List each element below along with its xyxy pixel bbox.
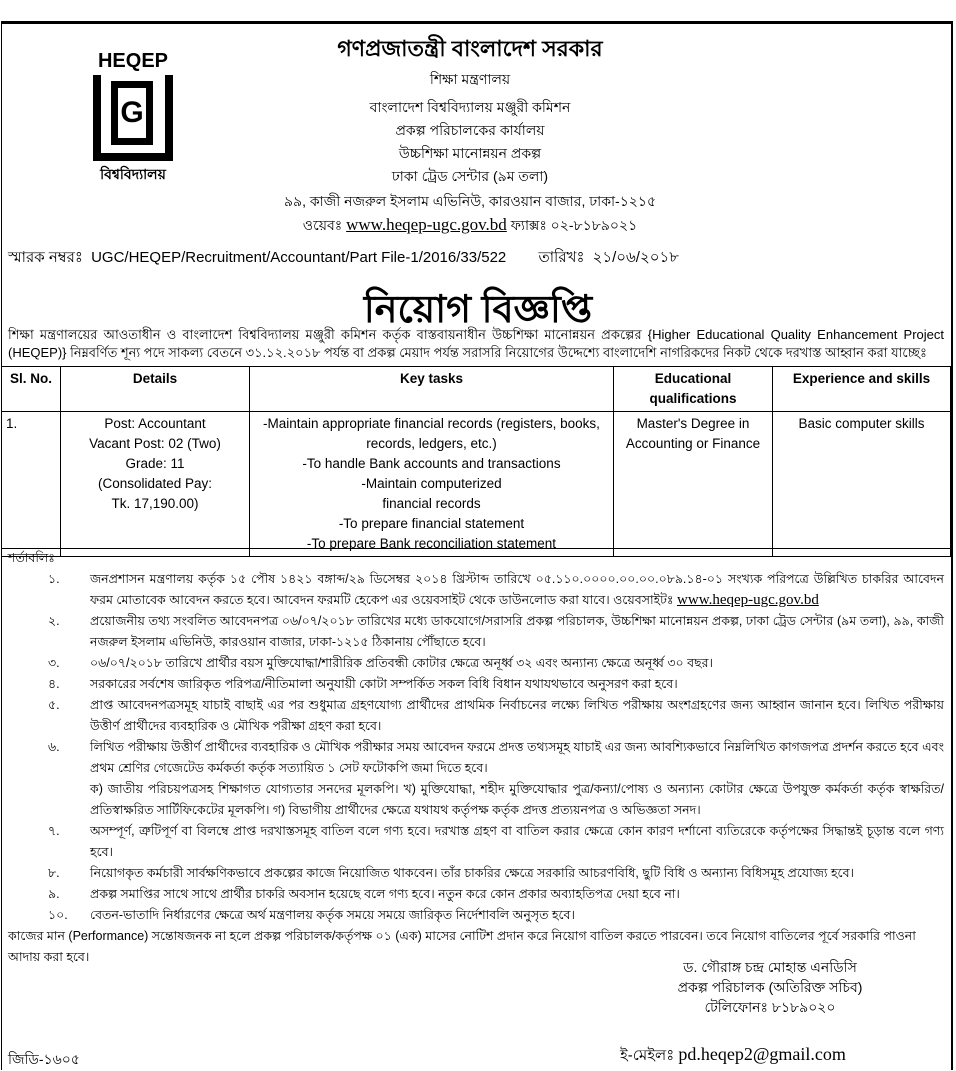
col-key-tasks: Key tasks (250, 367, 614, 412)
terms-footer: কাজের মান (Performance) সন্তোষজনক না হলে প্রকল্প পরিচালক/কর্তৃপক্ষ ০১ (এক) মাসের নোটিশ প্রদান করে নিয়োগ বাতিল করতে পারবেন। তবে নিয়োগ বাতিলের পূর্বে সরকারি পাওনা আদায় করা হবে। (8, 929, 916, 964)
header-office: প্রকল্প পরিচালকের কার্যালয় (395, 122, 545, 138)
term-item (8, 674, 944, 695)
header-address: ৯৯, কাজী নজরুল ইসলাম এভিনিউ, কারওয়ান বাজার, ঢাকা-১২১৫ (283, 193, 657, 209)
task-line: financial records (382, 496, 481, 511)
vacancy-table (1, 366, 951, 557)
term-body: বেতন-ভাতাদি নির্ধারণের ক্ষেত্রে অর্থ মন্ত্রণালয় কর্তৃক সময়ে সময়ে জারিকৃত নির্দেশাবলি অনুসৃত হবে। (90, 908, 575, 922)
website-link[interactable]: www.heqep-ugc.gov.bd (346, 215, 507, 234)
term-text (90, 569, 944, 611)
header-ugc: বাংলাদেশ বিশ্ববিদ্যালয় মঞ্জুরী কমিশন (369, 99, 571, 115)
logo-caption: বিশ্ববিদ্যালয় (100, 166, 166, 182)
memo-date: ২১/০৬/২০১৮ (592, 249, 679, 266)
term-text (90, 674, 944, 695)
term-text (90, 863, 944, 884)
col-sl: Sl. No. (2, 367, 61, 412)
terms-section (8, 548, 944, 968)
term-number: ৯. (48, 887, 60, 901)
heqep-logo (78, 50, 188, 187)
term-body: সরকারের সর্বশেষ জারিকৃত পরিপত্র/নীতিমালা অনুযায়ী কোটা সম্পর্কিত সকল বিধি বিধান যথাযথভাবে অনুসরণ করা হবে। (90, 677, 678, 691)
notice-title: নিয়োগ বিজ্ঞপ্তি (363, 289, 593, 331)
website-link[interactable]: www.heqep-ugc.gov.bd (677, 592, 819, 608)
task-line: -To prepare Bank reconciliation statement (306, 536, 557, 551)
header-building: ঢাকা ট্রেড সেন্টার (৯ম তলা) (391, 168, 549, 184)
logo-title: HEQEP (97, 50, 169, 72)
signatory-name: ড. গৌরাঙ্গ চন্দ্র মোহান্ত এনডিসি (683, 959, 857, 975)
term-item (8, 737, 944, 821)
term-item (8, 569, 944, 611)
term-body: ০৬/০৭/২০১৮ তারিখে প্রার্থীর বয়স মুক্তিযোদ্ধা/শারীরিক প্রতিবন্ধী কোটার ক্ষেত্রে অনূর্ধ্ব ৩২ এবং অন্যান্য ক্ষেত্রে অনূর্ধ্ব ৩০ বছর। (90, 656, 713, 670)
web-label: ওয়েবঃ (302, 217, 343, 233)
term-item (8, 863, 944, 884)
cell-education: Master's Degree in Accounting or Finance (614, 412, 773, 557)
term-body: জনপ্রশাসন মন্ত্রণালয় কর্তৃক ১৫ পৌষ ১৪২১ বঙ্গাব্দ/২৯ ডিসেম্বর ২০১৪ খ্রিস্টাব্দ তারিখে ০৫.১১০.০০০০.০০.০০.০৮৯.১৪-০১ সংখ্যক পরিপত্রে উল্লিখিত চাকরির আবেদন ফরম মোতাবেক আবেদন করতে হবে। আবেদন ফরমটি হেকেপ এর ওয়েবসাইট থেকে ডাউনলোড করা যাবে। ওয়েবসাইটঃ (90, 572, 944, 607)
term-item (8, 653, 944, 674)
header-project: উচ্চশিক্ষা মানোন্নয়ন প্রকল্প (398, 145, 542, 161)
header-contact (200, 214, 740, 238)
term-item (8, 695, 944, 737)
table-row (2, 412, 951, 557)
header-ministry: শিক্ষা মন্ত্রণালয় (429, 71, 511, 87)
term-number: ৭. (48, 824, 60, 838)
signature-block (600, 957, 940, 1017)
details-line: Tk. 17,190.00) (111, 496, 199, 511)
terms-heading: শর্তাবলিঃ (8, 551, 55, 565)
col-education: Educational qualifications (614, 367, 773, 412)
term-number: ৪. (48, 677, 60, 691)
memo-label: স্মারক নম্বরঃ (8, 249, 83, 266)
signatory-phone: টেলিফোনঃ ৮১৮৯০২০ (704, 999, 836, 1015)
term-body: অসম্পূর্ণ, ত্রুটিপূর্ণ বা বিলম্বে প্রাপ্ত দরখাস্তসমূহ বাতিল বলে গণ্য হবে। দরখাস্ত গ্রহণ বা বাতিল করার ক্ষেত্রে কোন কারণ দর্শানো ব্যতিরেকে কর্তৃপক্ষের সিদ্ধান্তই চূড়ান্ত বলে গণ্য হবে। (90, 824, 944, 859)
term-text (90, 821, 944, 863)
term-item (8, 821, 944, 863)
term-number: ৮. (48, 866, 60, 880)
date-label: তারিখঃ (538, 249, 585, 266)
term-number: ৫. (48, 698, 60, 712)
term-item (8, 905, 944, 926)
cell-details (61, 412, 250, 557)
task-line: -Maintain computerized (361, 476, 502, 491)
term-text (90, 905, 944, 926)
cell-sl: 1. (2, 412, 61, 557)
term-text (90, 695, 944, 737)
term-number: ৬. (48, 740, 60, 754)
email-label: ই-মেইলঃ (620, 1047, 675, 1064)
cell-experience: Basic computer skills (773, 412, 951, 557)
task-line: -Maintain appropriate financial records (registers, books, records, ledgers, etc.) (263, 416, 600, 451)
fax-number: ফ্যাক্সঃ ০২-৮১৮৯০২১ (510, 217, 638, 233)
term-number: ২. (48, 614, 60, 628)
task-line: -To prepare financial statement (338, 516, 525, 531)
logo-letter: G (111, 81, 153, 145)
term-body: লিখিত পরীক্ষায় উত্তীর্ণ প্রার্থীদের ব্যবহারিক ও মৌখিক পরীক্ষার সময় আবেদন ফরমে প্রদত্ত তথ্যসমূহ যাচাই এর জন্য আবশ্যিকভাবে নিম্নলিখিত কাগজপত্র প্রদর্শন করতে হবে এবং প্রথম শ্রেণির গেজেটেড কর্মকর্তা কর্তৃক সত্যায়িত ১ সেট ফটোকপি জমা দিতে হবে। (90, 740, 944, 775)
term-body: প্রকল্প সমাপ্তির সাথে সাথে প্রার্থীর চাকরি অবসান হয়েছে বলে গণ্য হবে। নতুন করে কোন প্রকার অব্যাহতিপত্র দেয়া হবে না। (90, 887, 680, 901)
details-line: Grade: 11 (125, 456, 185, 471)
term-body: প্রয়োজনীয় তথ্য সংবলিত আবেদনপত্র ০৬/০৭/২০১৮ তারিখের মধ্যে ডাকযোগে/সরাসরি প্রকল্প পরিচালক, উচ্চশিক্ষা মানোন্নয়ন প্রকল্প, ঢাকা ট্রেড সেন্টার (৯ম তলা), ৯৯, কাজী নজরুল ইসলাম এভিনিউ, কারওয়ান বাজার, ঢাকা-১২১৫ ঠিকানায় পৌঁছাতে হবে। (90, 614, 944, 649)
intro-paragraph: শিক্ষা মন্ত্রণালয়ের আওতাধীন ও বাংলাদেশ বিশ্ববিদ্যালয় মঞ্জুরী কমিশন কর্তৃক বাস্তবায়নাধীন উচ্চশিক্ষা মানোন্নয়ন প্রকল্পের {Higher Educational Quality Enhancement Project (HEQEP)} নিম্নবর্ণিত শূন্য পদে সাকল্য বেতনে ৩১.১২.২০১৮ পর্যন্ত বা প্রকল্প মেয়াদ পর্যন্ত সরাসরি নিয়োগের উদ্দেশ্যে বাংলাদেশি নাগরিকদের নিকট থেকে দরখাস্ত আহ্বান করা যাচ্ছেঃ (8, 327, 944, 360)
term-item (8, 884, 944, 905)
task-line: -To handle Bank accounts and transactions (302, 456, 561, 471)
term-body: প্রাপ্ত আবেদনপত্রসমূহ যাচাই বাছাই এর পর শুধুমাত্র গ্রহণযোগ্য প্রার্থীদের প্রাথমিক নির্বাচনের লক্ষ্যে লিখিত পরীক্ষায় অংশগ্রহণের জন্য আহ্বান জানান হবে। লিখিত পরীক্ষায় উত্তীর্ণ প্রার্থীদের ব্যবহারিক ও মৌখিক পরীক্ষা গ্রহণ করা হবে। (90, 698, 944, 733)
table-header-row (2, 367, 951, 412)
col-details: Details (61, 367, 250, 412)
details-line: Post: Accountant (104, 416, 206, 431)
term-text (90, 737, 944, 821)
term-text (90, 653, 944, 674)
term-subitems: ক) জাতীয় পরিচয়পত্রসহ শিক্ষাগত যোগ্যতার সনদের মূলকপি। খ) মুক্তিযোদ্ধা, শহীদ মুক্তিযোদ্ধার পুত্র/কন্যা/পোষ্য ও অন্যান্য কোটার ক্ষেত্রে উপযুক্ত কর্মকর্তা কর্তৃক স্বাক্ষরিত/প্রতিস্বাক্ষরিত সার্টিফিকেটের মূলকপি। গ) বিভাগীয় প্রার্থীদের ক্ষেত্রে যথাযথ কর্তৃপক্ষ কর্তৃক প্রদত্ত প্রত্যয়নপত্র ও অভিজ্ঞতা সনদ। (90, 782, 944, 817)
term-number: ১. (48, 572, 60, 586)
details-line: (Consolidated Pay: (97, 476, 213, 491)
cell-key-tasks (250, 412, 614, 557)
term-number: ৩. (48, 656, 60, 670)
details-line: Vacant Post: 02 (Two) (89, 436, 221, 451)
term-body: নিয়োগকৃত কর্মচারী সার্বক্ষণিকভাবে প্রকল্পের কাজে নিয়োজিত থাকবেন। তাঁর চাকরির ক্ষেত্রে সরকারি আচরণবিধি, ছুটি বিধি ও অন্যান্য বিধিসমূহ প্রযোজ্য হবে। (90, 866, 855, 880)
term-text (90, 884, 944, 905)
signatory-designation: প্রকল্প পরিচালক (অতিরিক্ত সচিব) (677, 979, 863, 995)
gd-number: জিডি-১৬০৫ (8, 1051, 80, 1067)
email-link[interactable]: pd.heqep2@gmail.com (678, 1044, 846, 1064)
term-item (8, 611, 944, 653)
memo-number: UGC/HEQEP/Recruitment/Accountant/Part File-1/2016/33/522 (91, 249, 507, 266)
ugc-emblem-icon (93, 75, 173, 161)
term-number: ১০. (48, 908, 68, 922)
signatory-email-line (620, 1044, 846, 1069)
term-text (90, 611, 944, 653)
memo-reference (8, 246, 683, 271)
col-experience: Experience and skills (773, 367, 951, 412)
header-government: গণপ্রজাতন্ত্রী বাংলাদেশ সরকার (337, 36, 603, 61)
